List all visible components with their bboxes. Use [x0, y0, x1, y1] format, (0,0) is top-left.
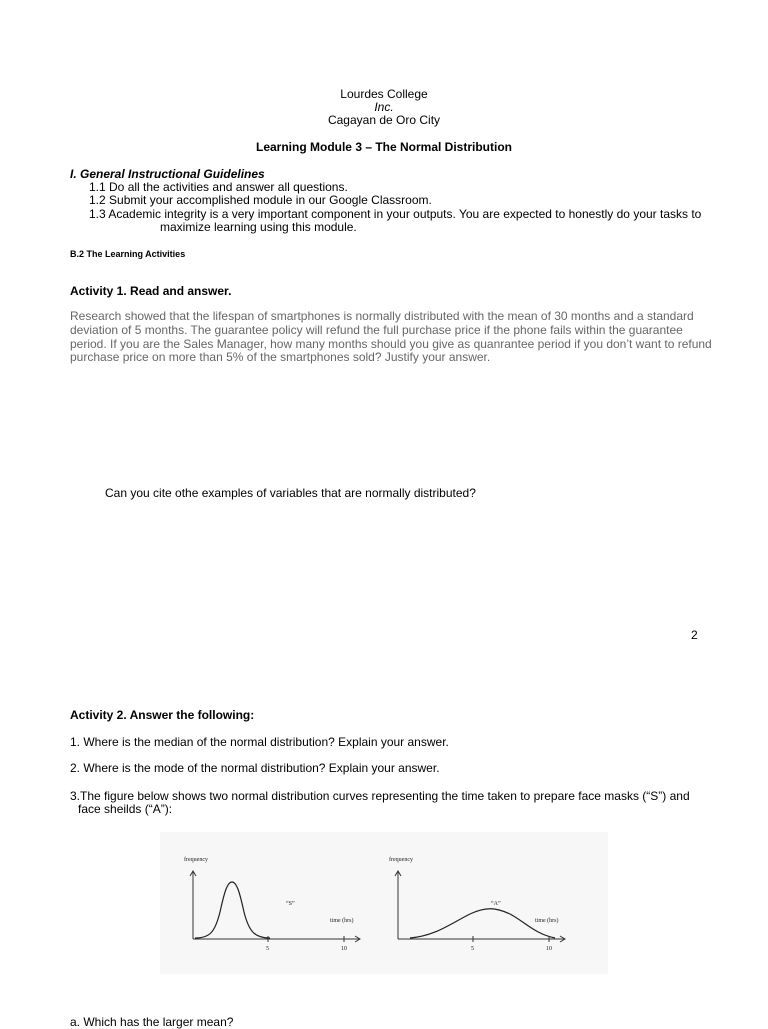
activity2-question-3-line-2: face sheilds (“A”): — [78, 802, 173, 816]
graph-a — [389, 856, 565, 952]
guideline-item-3-continuation: maximize learning using this module. — [160, 220, 357, 234]
institution-name: Lourdes College — [340, 87, 428, 101]
activity1-paragraph-line-2: deviation of 5 months. The guarantee policy will refund the full purchase price if the phone fails within the guarantee — [70, 323, 683, 337]
graph-s — [184, 856, 360, 952]
graph-s-curve-label: “S” — [286, 901, 295, 907]
activity2-question-3a: a. Which has the larger mean? — [70, 1015, 234, 1029]
activity1-heading: Activity 1. Read and answer. — [70, 284, 232, 298]
graph-a-tick-label-10: 10 — [546, 946, 552, 952]
normal-curves-svg — [160, 832, 608, 974]
module-title: Learning Module 3 – The Normal Distribution — [255, 140, 513, 154]
activity1-question: Can you cite othe examples of variables that are normally distributed? — [105, 486, 476, 500]
guideline-item-1: 1.1 Do all the activities and answer all questions. — [89, 180, 348, 194]
graph-s-tick-label-5: 5 — [266, 946, 269, 952]
activity1-paragraph-line-4: purchase price on more than 5% of the smartphones sold? Justify your answer. — [70, 350, 491, 364]
activity2-heading: Activity 2. Answer the following: — [70, 708, 255, 722]
graph-a-curve-label: “A” — [491, 901, 501, 907]
normal-curves-figure — [160, 832, 608, 974]
guidelines-heading: I. General Instructional Guidelines — [70, 167, 265, 181]
section-b2-heading: B.2 The Learning Activities — [70, 249, 186, 259]
guideline-item-2: 1.2 Submit your accomplished module in our Google Classroom. — [89, 193, 432, 207]
graph-s-tick-label-10: 10 — [341, 946, 347, 952]
activity2-question-1: 1. Where is the median of the normal distribution? Explain your answer. — [70, 735, 449, 749]
activity1-paragraph-line-1: Research showed that the lifespan of smartphones is normally distributed with the mean of 30 months and a standard — [70, 309, 694, 323]
graph-a-ylabel: frequency — [389, 857, 413, 863]
page-number: 2 — [691, 628, 698, 642]
graph-a-curve — [410, 909, 555, 938]
activity2-question-3-line-1: 3.The figure below shows two normal distribution curves representing the time taken to prepare face masks (“S”) and — [70, 789, 690, 803]
graph-a-xlabel: time (hrs) — [535, 918, 559, 924]
graph-s-curve — [195, 882, 270, 938]
institution-inc: Inc. — [374, 100, 394, 114]
guideline-item-3: 1.3 Academic integrity is a very important component in your outputs. You are expected to honestly do your tasks to — [89, 207, 702, 221]
activity1-paragraph-line-3: period. If you are the Sales Manager, how many months should you give as quanrantee period if you don’t want to refund — [70, 337, 712, 351]
institution-city: Cagayan de Oro City — [327, 113, 441, 127]
activity2-question-2: 2. Where is the mode of the normal distribution? Explain your answer. — [70, 761, 440, 775]
graph-s-xlabel: time (hrs) — [330, 918, 354, 924]
graph-s-ylabel: frequency — [184, 857, 208, 863]
graph-a-tick-label-5: 5 — [471, 946, 474, 952]
